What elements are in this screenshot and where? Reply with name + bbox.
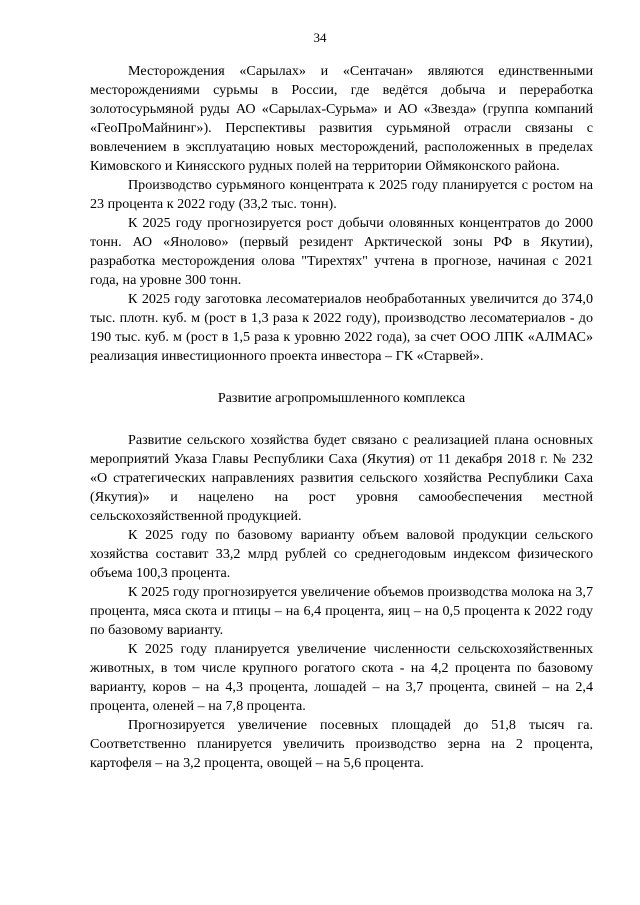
paragraph-timber: К 2025 году заготовка лесоматериалов необработанных увеличится до 374,0 тыс. плотн. куб. м (рост в 1,3 раза к 2022 году), производство лесоматериалов - до 190 тыс. куб. м (рост в 1,5 раза к уровню 2022 года), за счет ООО ЛПК «АЛМАС» реализация инвестиционного проекта инвестора – ГК «Старвей». [90, 291, 593, 364]
paragraph-livestock: К 2025 году планируется увеличение численности сельскохозяйственных животных, в том числе крупного рогатого скота - на 4,2 процента по базовому варианту, коров – на 4,3 процента, лошадей – на 3,7 процента, свиней – на 2,4 процента, оленей – на 7,8 процента. [90, 641, 593, 714]
paragraph-tin-concentrates: К 2025 году прогнозируется рост добычи оловянных концентратов до 2000 тонн. АО «Янолово» (первый резидент Арктической зоны РФ в Якутии), разработка месторождения олова "Тирехтях" учтена в прогнозе, начиная с 2021 года, на уровне 300 тонн. [90, 215, 593, 288]
paragraph-sown-areas: Прогнозируется увеличение посевных площадей до 51,8 тысяч га. Соответственно планируется увеличить производство зерна на 2 процента, картофеля – на 3,2 процента, овощей – на 5,6 процента. [90, 717, 593, 771]
paragraph-agriculture-development: Развитие сельского хозяйства будет связано с реализацией плана основных мероприятий Указа Главы Республики Саха (Якутия) от 11 декабря 2018 г. № 232 «О стратегических направлениях развития сельского хозяйства Республики Саха (Якутия)» и нацелено на рост уровня самообеспечения местной сельскохозяйственной продукцией. [90, 432, 593, 524]
paragraph-antimony-deposits: Месторождения «Сарылах» и «Сентачан» являются единственными месторождениями сурьмы в России, где ведётся добыча и переработка золотосурьмяной руды АО «Сарылах-Сурьма» и АО «Звезда» (группа компаний «ГеоПроМайнинг»). Перспективы развития сурьмяной отрасли связаны с вовлечением в эксплуатацию новых месторождений, расположенных в пределах Кимовского и Киняcского рудных полей на территории Оймяконского района. [90, 63, 593, 174]
paragraph-gross-output: К 2025 году по базовому варианту объем валовой продукции сельского хозяйства составит 33,2 млрд рублей со среднегодовым индексом физического объема 100,3 процента. [90, 527, 593, 581]
document-body [90, 62, 593, 773]
section-heading: Развитие агропромышленного комплекса [217, 390, 466, 406]
paragraph-milk-meat-eggs: К 2025 году прогнозируется увеличение объемов производства молока на 3,7 процента, мяса скота и птицы – на 6,4 процента, яиц – на 0,5 процента к 2022 году по базовому варианту. [90, 584, 593, 638]
page-number: 34 [313, 30, 327, 45]
paragraph-antimony-concentrate: Производство сурьмяного концентрата к 2025 году планируется с ростом на 23 процента к 2022 году (33,2 тыс. тонн). [90, 177, 593, 212]
